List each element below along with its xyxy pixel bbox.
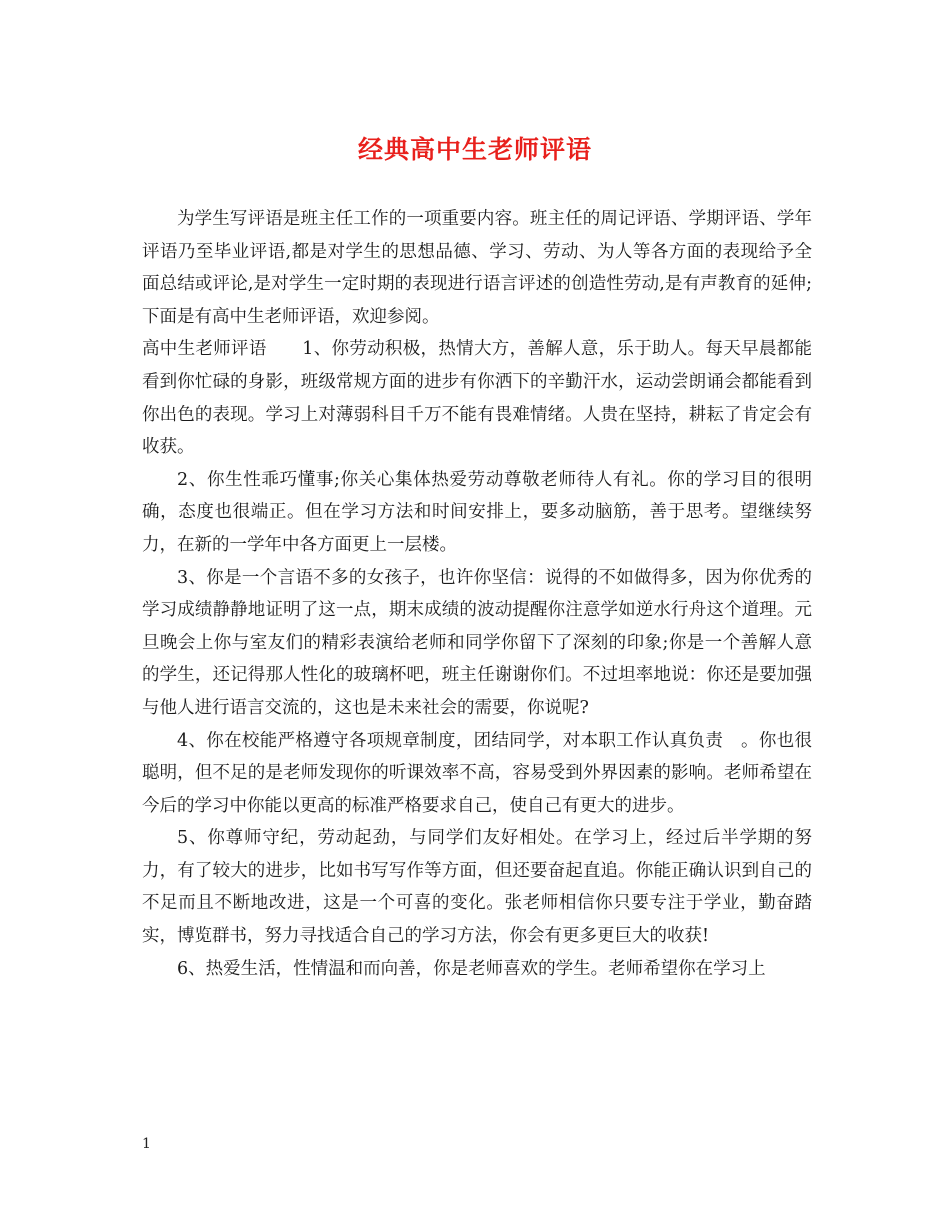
comment-paragraph-6: 6、热爱生活，性情温和而向善，你是老师喜欢的学生。老师希望你在学习上 (177, 958, 766, 979)
document-title: 经典高中生老师评语 (357, 135, 592, 164)
comment-paragraph-2: 2、你生性乖巧懂事;你关心集体热爱劳动尊敬老师待人有礼。你的学习目的很明确，态度也很端正。但在学习方法和时间安排上，要多动脑筋，善于思考。望继续努力，在新的一学年中各方面更上一层楼。 (142, 469, 812, 555)
comment-paragraph-1: 高中生老师评语 1、你劳动积极，热情大方，善解人意，乐于助人。每天早晨都能看到你忙碌的身影，班级常规方面的进步有你洒下的辛勤汗水，运动尝朗诵会都能看到你出色的表现。学习上对薄弱科目千万不能有畏难情绪。人贵在坚持，耕耘了肯定会有收获。 (142, 339, 812, 458)
page-number: 1 (142, 1136, 151, 1152)
intro-paragraph: 为学生写评语是班主任工作的一项重要内容。班主任的周记评语、学期评语、学年评语乃至毕业评语,都是对学生的思想品德、学习、劳动、为人等各方面的表现给予全面总结或评论,是对学生一定时期的表现进行语言评述的创造性劳动,是有声教育的延伸;下面是有高中生老师评语，欢迎参阅。 (142, 209, 812, 327)
comment-paragraph-3: 3、你是一个言语不多的女孩子，也许你坚信：说得的不如做得多，因为你优秀的学习成绩静静地证明了这一点，期末成绩的波动提醒你注意学如逆水行舟这个道理。元旦晚会上你与室友们的精彩表演给老师和同学你留下了深刻的印象;你是一个善解人意的学生，还记得那人性化的玻璃杯吧，班主任谢谢你们。不过坦率地说：你还是要加强与他人进行语言交流的，这也是未来社会的需要，你说呢? (142, 567, 812, 718)
comment-paragraph-5: 5、你尊师守纪，劳动起劲，与同学们友好相处。在学习上，经过后半学期的努力，有了较大的进步，比如书写写作等方面，但还要奋起直追。你能正确认识到自己的不足而且不断地改进，这是一个可喜的变化。张老师相信你只要专注于学业，勤奋踏实，博览群书，努力寻找适合自己的学习方法，你会有更多更巨大的收获! (142, 828, 812, 947)
comment-paragraph-4: 4、你在校能严格遵守各项规章制度，团结同学，对本职工作认真负责 。你也很聪明，但不足的是老师发现你的听课效率不高，容易受到外界因素的影响。老师希望在今后的学习中你能以更高的标准严格要求自己，使自己有更大的进步。 (142, 730, 812, 816)
document-body (142, 203, 812, 985)
